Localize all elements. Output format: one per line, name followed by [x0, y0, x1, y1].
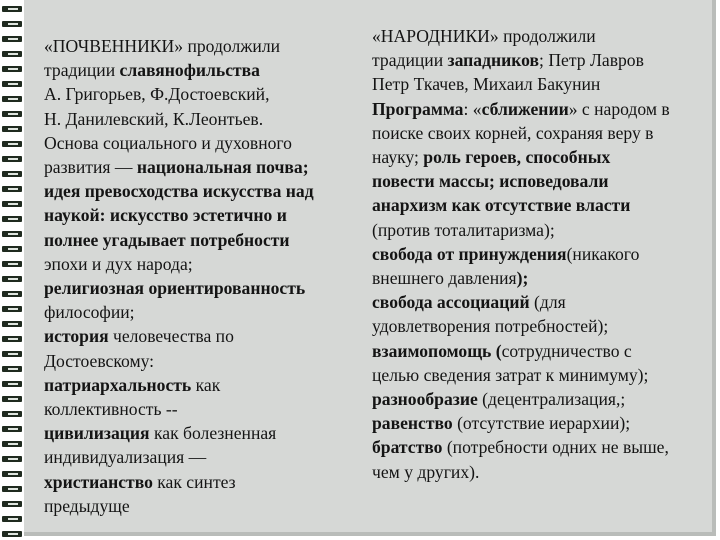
text-segment: как болезненная [149, 423, 277, 444]
bold-text-segment: братство [372, 437, 443, 458]
text-line [372, 121, 712, 145]
bold-text-segment: свобода ассоциаций [372, 292, 530, 313]
text-line [44, 252, 364, 276]
text-line [44, 58, 364, 82]
binding-ring [2, 231, 22, 237]
text-line [44, 155, 364, 179]
binding-ring [2, 336, 22, 342]
binding-ring [2, 36, 22, 42]
text-segment: «НАРОДНИКИ» [372, 26, 499, 46]
text-line [372, 314, 712, 338]
text-line [372, 411, 712, 435]
binding-ring [2, 81, 22, 87]
binding-ring [2, 51, 22, 57]
text-segment: сотрудничество с [501, 340, 632, 361]
text-line [44, 373, 364, 397]
text-line [44, 397, 364, 421]
binding-ring [2, 66, 22, 72]
text-segment: поиске своих корней, сохраняя веру в [372, 122, 654, 143]
text-segment: Основа социального и духовного [44, 132, 292, 153]
binding-ring [2, 396, 22, 402]
text-line [372, 387, 712, 411]
bold-text-segment: славянофильства [119, 60, 260, 81]
text-segment: : « [463, 98, 482, 119]
text-line [372, 435, 712, 459]
binding-ring [2, 6, 22, 12]
text-segment: продолжили [498, 26, 596, 46]
bold-text-segment: цивилизация [44, 423, 150, 444]
text-segment: традиции [44, 60, 120, 81]
binding-ring [2, 501, 22, 507]
bold-text-segment: разнообразие [372, 389, 478, 410]
text-segment: традиции [372, 50, 448, 71]
text-line [372, 169, 712, 193]
text-line [372, 266, 712, 290]
left-column-pochvenniki [44, 34, 364, 518]
text-segment: предыдуще [44, 495, 130, 516]
text-segment: (для [529, 292, 566, 313]
text-line [372, 72, 712, 96]
bold-text-segment: свобода от принуждения [372, 243, 567, 264]
binding-ring [2, 21, 22, 27]
text-line [372, 363, 712, 387]
text-segment: (децентрализация,; [477, 389, 626, 410]
binding-ring [2, 96, 22, 102]
binding-ring [2, 216, 22, 222]
text-segment: чем у других). [372, 461, 480, 482]
bold-text-segment: сближении [481, 98, 569, 119]
text-segment: » с народом в [568, 98, 670, 119]
text-segment: эпохи и дух народа; [44, 253, 193, 274]
binding-ring [2, 126, 22, 132]
binding-ring [2, 516, 22, 522]
text-line [44, 203, 364, 227]
binding-ring [2, 381, 22, 387]
binding-ring [2, 186, 22, 192]
text-segment: развития — [44, 157, 137, 178]
text-segment: (против тоталитаризма); [372, 219, 555, 240]
text-line [44, 421, 364, 445]
text-segment: (отсутствие иерархии); [452, 413, 631, 434]
binding-ring [2, 201, 22, 207]
bold-text-segment: наукой: искусство эстетично и [44, 205, 287, 226]
text-line [44, 349, 364, 373]
text-line [372, 48, 712, 72]
text-segment: А. Григорьев, Ф.Достоевский, [44, 84, 270, 105]
bold-text-segment: национальная почва; [136, 157, 309, 178]
binding-ring [2, 306, 22, 312]
bold-text-segment: западников [447, 50, 540, 71]
text-line [372, 460, 712, 484]
text-line [372, 24, 712, 48]
text-segment: целью сведения затрат к минимуму); [372, 364, 649, 385]
text-line [372, 339, 712, 363]
bold-text-segment: идея превосходства искусства над [44, 181, 314, 202]
binding-ring [2, 366, 22, 372]
bold-text-segment: анархизм как отсутствие власти [372, 195, 631, 216]
binding-ring [2, 291, 22, 297]
binding-ring [2, 426, 22, 432]
text-segment: индивидуализация — [44, 447, 207, 468]
bold-text-segment: равенство [372, 413, 453, 434]
text-line [372, 218, 712, 242]
binding-ring [2, 276, 22, 282]
bold-text-segment: взаимопомощь ( [372, 340, 502, 361]
text-segment: продолжили [183, 36, 281, 56]
text-line [44, 300, 364, 324]
bold-text-segment: патриархальность [44, 374, 192, 395]
text-line [44, 324, 364, 348]
text-line [44, 34, 364, 58]
text-segment: «ПОЧВЕННИКИ» [44, 36, 184, 56]
notebook-page [24, 0, 716, 536]
binding-ring [2, 246, 22, 252]
right-column-narodniki [372, 24, 712, 484]
text-segment: как синтез [152, 471, 236, 492]
bold-text-segment: Программа [372, 98, 464, 119]
text-line [44, 107, 364, 131]
binding-ring [2, 486, 22, 492]
text-segment: коллективность -- [44, 399, 178, 420]
spiral-binding [0, 0, 24, 540]
text-line [44, 82, 364, 106]
text-segment: удовлетворения потребностей); [372, 316, 609, 337]
text-segment: Достоевскому: [44, 350, 155, 371]
binding-ring [2, 411, 22, 417]
text-line [44, 445, 364, 469]
text-line [44, 470, 364, 494]
text-segment: как [191, 374, 221, 395]
text-line [44, 494, 364, 518]
binding-ring [2, 456, 22, 462]
binding-ring [2, 441, 22, 447]
text-segment: (никакого [566, 243, 640, 264]
binding-ring [2, 111, 22, 117]
text-segment: ; Петр Лавров [539, 50, 644, 71]
text-line [372, 193, 712, 217]
bold-text-segment: ); [516, 268, 529, 289]
text-segment: Н. Данилевский, К.Леонтьев. [44, 108, 264, 129]
binding-ring [2, 261, 22, 267]
bold-text-segment: роль героев, способных [423, 147, 611, 168]
text-line [372, 145, 712, 169]
text-segment: внешнего давления [372, 268, 517, 289]
text-line [372, 242, 712, 266]
text-segment: человечества по [108, 326, 234, 347]
binding-ring [2, 531, 22, 537]
text-segment: науку; [372, 147, 424, 168]
text-line [44, 228, 364, 252]
text-segment: Петр Ткачев, Михаил Бакунин [372, 74, 601, 95]
binding-ring [2, 171, 22, 177]
bold-text-segment: религиозная ориентированность [44, 278, 306, 299]
text-line [372, 97, 712, 121]
bold-text-segment: полнее угадывает потребности [44, 229, 290, 250]
binding-ring [2, 321, 22, 327]
text-line [44, 131, 364, 155]
bold-text-segment: христианство [44, 471, 153, 492]
binding-ring [2, 141, 22, 147]
binding-ring [2, 471, 22, 477]
text-segment: (потребности одних не выше, [442, 437, 669, 458]
text-segment: философии; [44, 302, 135, 323]
binding-ring [2, 156, 22, 162]
text-line [372, 290, 712, 314]
bold-text-segment: история [44, 326, 109, 347]
binding-ring [2, 351, 22, 357]
bold-text-segment: повести массы; исповедовали [372, 171, 609, 192]
text-line [44, 276, 364, 300]
text-line [44, 179, 364, 203]
